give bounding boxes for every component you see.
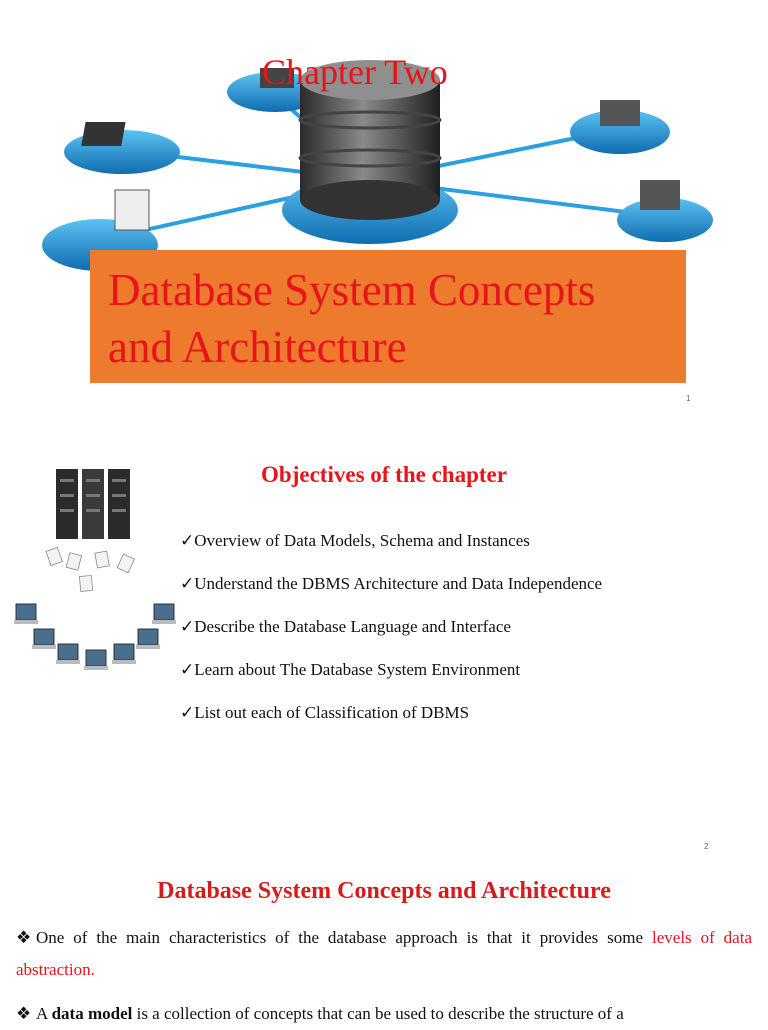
flying-documents bbox=[46, 547, 134, 591]
slide-3 bbox=[0, 870, 768, 1024]
objectives-heading: Objectives of the chapter bbox=[261, 462, 507, 487]
laptop-circle bbox=[14, 604, 176, 670]
objective-item: ✓Understand the DBMS Architecture and Data Independence bbox=[180, 574, 603, 593]
slide-2 bbox=[0, 440, 768, 860]
page-number: 2 bbox=[704, 842, 709, 851]
laptop-node-right-top bbox=[570, 100, 670, 154]
laptop-node-left bbox=[64, 122, 180, 174]
term-data-model: data model bbox=[51, 1004, 133, 1023]
slide-title-line-1: Database System Concepts bbox=[108, 265, 596, 315]
page-number: 1 bbox=[686, 394, 691, 403]
objective-item: ✓Learn about The Database System Environment bbox=[180, 660, 521, 679]
objective-item: ✓Describe the Database Language and Interface bbox=[180, 617, 511, 636]
section-heading: Database System Concepts and Architecture bbox=[157, 878, 611, 904]
objectives-list bbox=[180, 528, 602, 743]
laptop-node-right bbox=[617, 180, 713, 242]
diamond-bullet-icon: ❖ bbox=[16, 1004, 32, 1023]
paragraph-abstraction: ❖ One of the main characteristics of the database approach is that it provides some levels of data abstraction. bbox=[16, 922, 752, 986]
diamond-bullet-icon: ❖ bbox=[16, 928, 32, 947]
chapter-label: Chapter Two bbox=[262, 52, 448, 92]
objective-item: ✓List out each of Classification of DBMS bbox=[180, 703, 470, 722]
highlight-text: levels of data abstraction. bbox=[16, 928, 752, 979]
server-network-illustration bbox=[8, 464, 178, 684]
slide-title-line-2: and Architecture bbox=[108, 322, 407, 372]
paragraph-data-model: ❖ A data model is a collection of concepts that can be used to describe the structure of a bbox=[16, 998, 752, 1030]
title-box bbox=[90, 250, 686, 383]
slide-1 bbox=[0, 0, 768, 410]
objective-item: ✓Overview of Data Models, Schema and Instances bbox=[180, 531, 530, 550]
